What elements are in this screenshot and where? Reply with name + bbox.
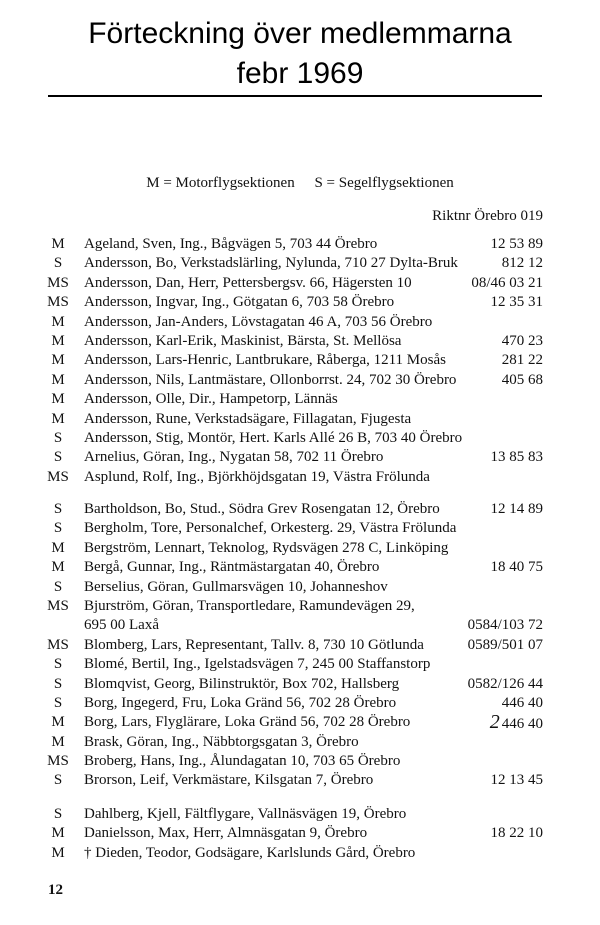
phone-cell (491, 558, 544, 577)
member-details: Andersson, Karl-Erik, Maskinist, Bärsta, St. Mellösa (84, 332, 402, 349)
member-row (0, 616, 600, 635)
member-row (0, 771, 600, 790)
member-details: Andersson, Stig, Montör, Hert. Karls Allé 26 B, 703 40 Örebro (84, 429, 463, 446)
member-row (0, 468, 600, 487)
phone-cell (471, 274, 543, 293)
page-number: 12 (48, 882, 63, 898)
member-row (0, 675, 600, 694)
phone-cell (491, 448, 544, 467)
section-code: M (51, 733, 65, 750)
section-code: MS (47, 274, 69, 291)
section-code: S (53, 429, 63, 446)
section-code: M (51, 352, 65, 369)
section-a (0, 235, 600, 487)
phone-cell (502, 694, 543, 713)
member-row (0, 390, 600, 409)
page-title-line2: febr 1969 (236, 57, 364, 90)
legend-s: S = Segelflygsektionen (314, 175, 454, 191)
phone-cell (468, 636, 543, 655)
member-row (0, 752, 600, 771)
handwritten-mark: 2 (489, 711, 500, 734)
member-row (0, 448, 600, 467)
phone-number: 446 40 (501, 716, 543, 733)
member-details: Andersson, Nils, Lantmästare, Ollonborrst. 24, 702 30 Örebro (84, 371, 457, 388)
section-code: MS (47, 636, 69, 653)
phone-cell (468, 616, 543, 635)
member-details: Brask, Göran, Ing., Näbbtorgsgatan 3, Örebro (84, 733, 359, 750)
phone-cell (502, 351, 543, 370)
phone-number: 12 35 31 (490, 294, 543, 311)
member-details: Asplund, Rolf, Ing., Björkhöjdsgatan 19, Västra Frölunda (84, 468, 430, 485)
phone-number: 405 68 (501, 371, 543, 388)
phone-number: 12 14 89 (490, 501, 543, 517)
section-code: M (51, 559, 65, 576)
section-code: S (53, 806, 63, 822)
member-row (0, 578, 600, 597)
member-row (0, 539, 600, 558)
section-code: M (51, 371, 65, 388)
member-details: Brorson, Leif, Verkmästare, Kilsgatan 7, Örebro (84, 772, 374, 789)
member-details: Ageland, Sven, Ing., Bågvägen 5, 703 44 Örebro (84, 236, 378, 252)
section-code: MS (47, 753, 69, 770)
member-details: Andersson, Dan, Herr, Pettersbergsv. 66, Hägersten 10 (84, 274, 412, 291)
phone-cell (490, 713, 543, 734)
phone-number: 281 22 (501, 352, 543, 369)
member-row (0, 410, 600, 429)
member-details: Andersson, Olle, Dir., Hampetorp, Lännäs (84, 391, 338, 408)
member-details: Andersson, Rune, Verkstadsägare, Fillagatan, Fjugesta (84, 410, 412, 427)
page-title-line1: Förteckning över medlemmarna (88, 17, 512, 50)
member-details: Andersson, Bo, Verkstadslärling, Nylunda, 710 27 Dylta-Bruk (84, 255, 458, 272)
title-rule (48, 95, 542, 97)
member-details: Bergholm, Tore, Personalchef, Orkesterg. 29, Västra Frölunda (84, 520, 457, 537)
section-code: M (51, 332, 65, 349)
phone-number: 0584/103 72 (467, 617, 543, 634)
member-row (0, 558, 600, 577)
section-code: MS (47, 294, 69, 311)
section-code: M (51, 825, 65, 842)
member-row (0, 371, 600, 390)
phone-number: 0582/126 44 (467, 675, 543, 692)
phone-cell (468, 675, 543, 694)
member-row (0, 313, 600, 332)
member-details: Berselius, Göran, Gullmarsvägen 10, Johanneshov (84, 578, 388, 595)
member-row (0, 713, 600, 732)
section-code: S (53, 255, 63, 272)
member-details: Andersson, Ingvar, Ing., Götgatan 6, 703 58 Örebro (84, 294, 395, 311)
member-row (0, 351, 600, 370)
member-details: Blomé, Bertil, Ing., Igelstadsvägen 7, 245 00 Staffanstorp (84, 656, 431, 673)
member-row (0, 332, 600, 351)
member-details: Arnelius, Göran, Ing., Nygatan 58, 702 11 Örebro (84, 449, 384, 466)
section-code: MS (47, 468, 69, 485)
phone-cell (502, 332, 543, 351)
phone-number: 18 22 10 (490, 825, 543, 842)
section-code: S (53, 520, 63, 537)
member-row (0, 429, 600, 448)
phone-number: 08/46 03 21 (471, 274, 543, 291)
section-code: S (53, 656, 63, 673)
member-details: Borg, Ingegerd, Fru, Loka Gränd 56, 702 28 Örebro (84, 694, 397, 711)
phone-number: 13 85 83 (490, 449, 543, 466)
member-details: Bergå, Gunnar, Ing., Räntmästargatan 40, Örebro (84, 559, 380, 576)
member-row (0, 636, 600, 655)
member-details: Bergström, Lennart, Teknolog, Rydsvägen 278 C, Linköping (84, 539, 449, 556)
member-row (0, 500, 600, 519)
section-code: S (53, 501, 63, 517)
section-code: M (51, 539, 65, 556)
phone-cell (502, 254, 543, 273)
phone-number: 18 40 75 (490, 559, 543, 576)
member-row (0, 805, 600, 824)
section-code: M (51, 844, 65, 861)
phone-number: 12 53 89 (490, 236, 543, 252)
member-details: 695 00 Laxå (84, 617, 159, 634)
member-row (0, 254, 600, 273)
section-code: M (51, 714, 65, 731)
section-code: M (51, 236, 65, 252)
phone-cell (491, 824, 544, 843)
member-row (0, 733, 600, 752)
member-row (0, 235, 600, 254)
phone-number: 446 40 (501, 694, 543, 711)
section-code: S (53, 578, 63, 595)
phone-cell (491, 293, 544, 312)
phone-cell (491, 500, 544, 519)
section-code: S (53, 694, 63, 711)
section-code: MS (47, 597, 69, 614)
phone-number: 812 12 (501, 255, 543, 272)
section-code: M (51, 313, 65, 330)
member-row (0, 274, 600, 293)
member-row (0, 694, 600, 713)
section-code: S (53, 675, 63, 692)
member-details: † Dieden, Teodor, Godsägare, Karlslunds Gård, Örebro (84, 844, 416, 861)
member-details: Broberg, Hans, Ing., Ålundagatan 10, 703 65 Örebro (84, 753, 401, 770)
phone-number: 12 13 45 (490, 772, 543, 789)
legend-m: M = Motorflygsektionen (146, 175, 295, 191)
member-row (0, 824, 600, 843)
phone-cell (491, 235, 544, 254)
member-details: Danielsson, Max, Herr, Almnäsgatan 9, Örebro (84, 825, 368, 842)
member-details: Blomberg, Lars, Representant, Tallv. 8, 730 10 Götlunda (84, 636, 424, 653)
member-row (0, 597, 600, 616)
member-details: Andersson, Jan-Anders, Lövstagatan 46 A, 703 56 Örebro (84, 313, 433, 330)
phone-cell (491, 771, 544, 790)
phone-cell (502, 371, 543, 390)
member-details: Dahlberg, Kjell, Fältflygare, Vallnäsvägen 19, Örebro (84, 806, 407, 822)
legend (0, 175, 600, 192)
member-details: Bjurström, Göran, Transportledare, Ramundevägen 29, (84, 597, 415, 614)
member-details: Bartholdson, Bo, Stud., Södra Grev Rosengatan 12, Örebro (84, 501, 440, 517)
section-code: M (51, 410, 65, 427)
member-details: Borg, Lars, Flyglärare, Loka Gränd 56, 702 28 Örebro (84, 714, 411, 731)
member-details: Andersson, Lars-Henric, Lantbrukare, Råberga, 1211 Mosås (84, 352, 446, 369)
section-b (0, 500, 600, 791)
member-details: Blomqvist, Georg, Bilinstruktör, Box 702, Hallsberg (84, 675, 400, 692)
section-code: M (51, 391, 65, 408)
phone-number: 470 23 (501, 332, 543, 349)
member-row (0, 655, 600, 674)
section-d (0, 805, 600, 863)
area-code-note: Riktnr Örebro 019 (432, 208, 543, 224)
section-code: S (53, 772, 63, 789)
member-row (0, 844, 600, 863)
section-code: S (53, 449, 63, 466)
member-row (0, 519, 600, 538)
member-row (0, 293, 600, 312)
phone-number: 0589/501 07 (467, 636, 543, 653)
